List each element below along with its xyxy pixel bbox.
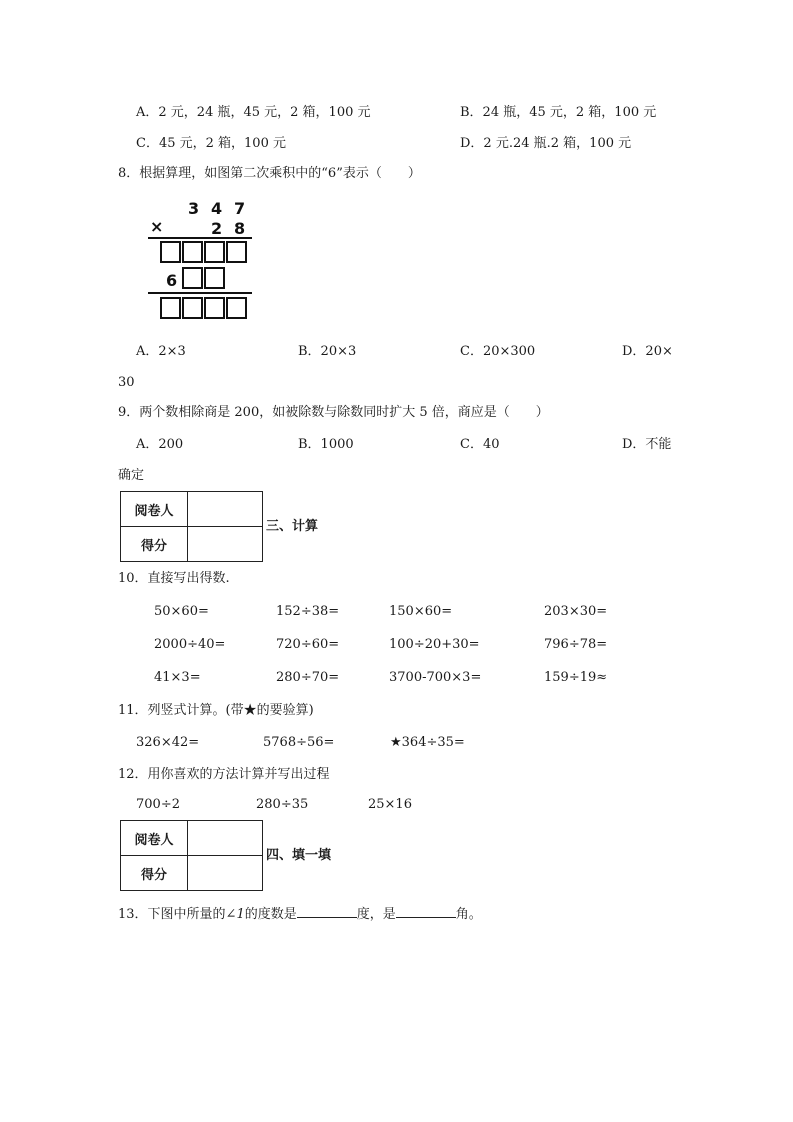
q9-stem: 9．两个数相除商是 200，如被除数与除数同时扩大 5 倍，商应是（ ） bbox=[118, 405, 549, 420]
multiplication-figure bbox=[144, 196, 256, 326]
digit-box bbox=[183, 268, 202, 288]
q9-option-b: B．1000 bbox=[298, 437, 354, 452]
q10-item: 159÷19≈ bbox=[544, 670, 608, 685]
reviewer-label: 阅卷人 bbox=[121, 821, 188, 856]
q8-option-a: A．2×3 bbox=[136, 344, 186, 359]
angle-1-symbol: ∠1 bbox=[225, 907, 245, 922]
q10-item: 720÷60= bbox=[276, 637, 340, 652]
score-label: 得分 bbox=[121, 527, 188, 562]
q10-item: 2000÷40= bbox=[154, 637, 226, 652]
q7-option-b: B．24 瓶，45 元，2 箱，100 元 bbox=[460, 105, 657, 120]
q13-part4: 角。 bbox=[455, 907, 482, 922]
q10-item: 3700-700×3= bbox=[389, 670, 482, 685]
reviewer-label: 阅卷人 bbox=[121, 492, 188, 527]
digit-box bbox=[161, 298, 180, 318]
q11-stem: 11．列竖式计算。(带★的要验算) bbox=[118, 703, 314, 718]
score-cell bbox=[188, 856, 263, 891]
digit-box bbox=[205, 298, 224, 318]
multiplicand-digit-3: 7 bbox=[234, 199, 246, 218]
degree-blank[interactable] bbox=[297, 905, 357, 918]
section-heading-3: 三、计算 bbox=[266, 519, 319, 534]
q8-option-d-wrap: 30 bbox=[118, 375, 135, 390]
reviewer-cell bbox=[188, 492, 263, 527]
q10-item: 280÷70= bbox=[276, 670, 340, 685]
q13-stem bbox=[118, 905, 482, 923]
partial-product-digit: 6 bbox=[166, 271, 178, 290]
digit-box bbox=[161, 242, 180, 262]
q7-option-a: A．2 元，24 瓶，45 元，2 箱，100 元 bbox=[136, 105, 371, 120]
digit-box bbox=[227, 242, 246, 262]
reviewer-cell bbox=[188, 821, 263, 856]
q13-part3: 度，是 bbox=[356, 907, 396, 922]
q10-item: 152÷38= bbox=[276, 604, 340, 619]
multiplier-digit-1: 2 bbox=[211, 219, 223, 238]
q10-item: 796÷78= bbox=[544, 637, 608, 652]
q9-option-d-wrap: 确定 bbox=[118, 468, 145, 483]
score-table-2 bbox=[120, 820, 263, 891]
q13-part1: 13．下图中所量的 bbox=[118, 907, 226, 922]
q11-item: 326×42= bbox=[136, 735, 200, 750]
q10-item: 150×60= bbox=[389, 604, 453, 619]
multiplicand-digit-2: 4 bbox=[211, 199, 223, 218]
section-heading-4: 四、填一填 bbox=[266, 848, 332, 863]
score-label: 得分 bbox=[121, 856, 188, 891]
q11-item: ★364÷35= bbox=[390, 735, 465, 750]
q10-item: 50×60= bbox=[154, 604, 209, 619]
q8-stem: 8．根据算理，如图第二次乘积中的“6”表示（ ） bbox=[118, 166, 421, 181]
q11-item: 5768÷56= bbox=[263, 735, 335, 750]
q12-stem: 12．用你喜欢的方法计算并写出过程 bbox=[118, 767, 330, 782]
q8-option-c: C．20×300 bbox=[460, 344, 536, 359]
q8-option-d: D．20× bbox=[622, 344, 673, 359]
times-sign: × bbox=[150, 217, 164, 236]
q7-option-d: D．2 元.24 瓶.2 箱，100 元 bbox=[460, 136, 632, 151]
digit-box bbox=[183, 298, 202, 318]
q12-item: 700÷2 bbox=[136, 797, 180, 812]
digit-box bbox=[205, 242, 224, 262]
digit-box bbox=[205, 268, 224, 288]
q8-option-b: B．20×3 bbox=[298, 344, 357, 359]
q10-item: 100÷20+30= bbox=[389, 637, 480, 652]
q9-option-a: A．200 bbox=[136, 437, 184, 452]
multiplier-digit-2: 8 bbox=[234, 219, 246, 238]
q12-item: 280÷35 bbox=[256, 797, 309, 812]
multiplicand-digit-1: 3 bbox=[188, 199, 200, 218]
angle-type-blank[interactable] bbox=[396, 905, 456, 918]
digit-box bbox=[183, 242, 202, 262]
q7-option-c: C．45 元，2 箱，100 元 bbox=[136, 136, 286, 151]
q9-option-d: D．不能 bbox=[622, 437, 672, 452]
q9-option-c: C．40 bbox=[460, 437, 500, 452]
score-table-1 bbox=[120, 491, 263, 562]
q12-item: 25×16 bbox=[368, 797, 412, 812]
q10-item: 203×30= bbox=[544, 604, 608, 619]
q13-part2: 的度数是 bbox=[244, 907, 297, 922]
digit-box bbox=[227, 298, 246, 318]
q10-item: 41×3= bbox=[154, 670, 201, 685]
q10-stem: 10．直接写出得数. bbox=[118, 571, 230, 586]
score-cell bbox=[188, 527, 263, 562]
